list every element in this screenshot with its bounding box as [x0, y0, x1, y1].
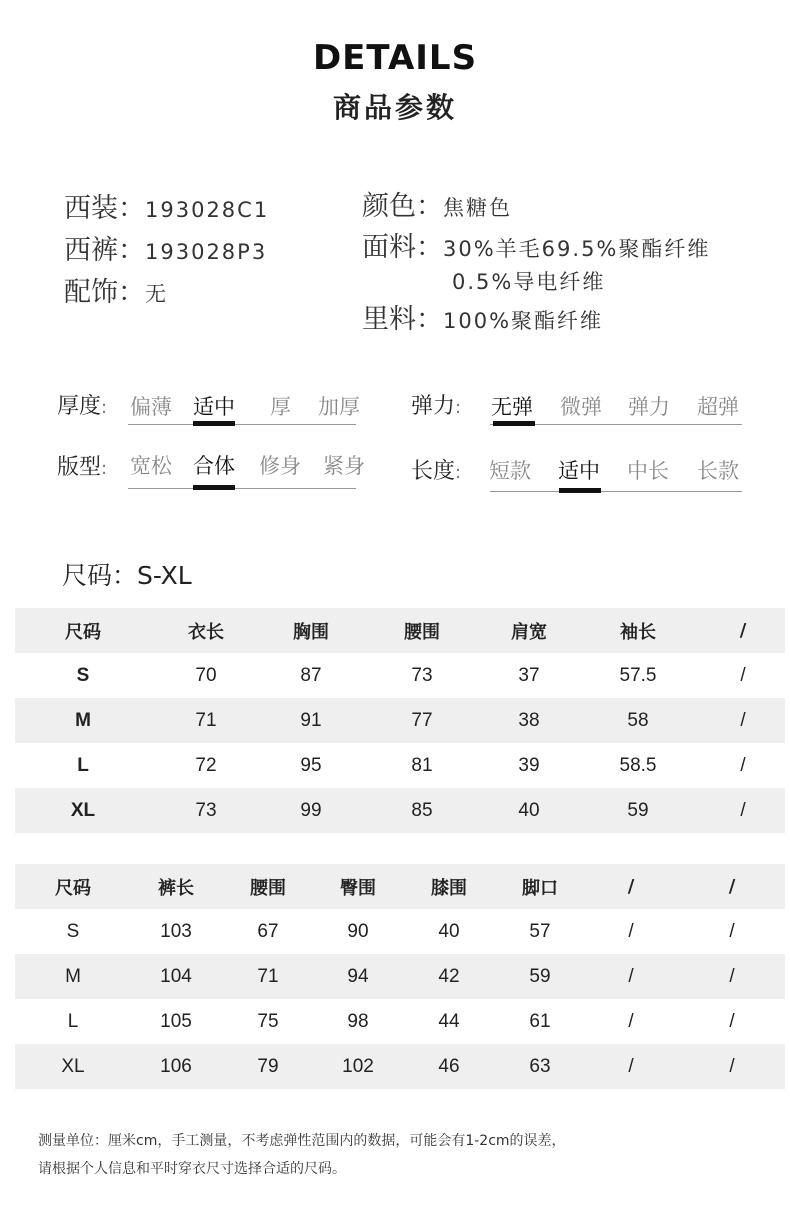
- measurement-note-line2: 请根据个人信息和平时穿衣尺寸选择合适的尺码。: [38, 1161, 346, 1177]
- table-header-row: [15, 864, 785, 909]
- table-cell: 72: [195, 754, 217, 776]
- header-cell: 尺码: [15, 608, 151, 653]
- pants-size-table: [15, 864, 785, 1089]
- table-cell: /: [628, 1010, 634, 1032]
- thickness-option-thin: 偏薄: [130, 395, 172, 419]
- pants-value: 193028P3: [145, 240, 268, 264]
- table-cell: /: [628, 920, 634, 942]
- table-row: [15, 653, 785, 698]
- header-cell: 脚口: [497, 864, 583, 909]
- table-cell: 106: [131, 1044, 221, 1089]
- elasticity-option-slight: 微弹: [560, 395, 602, 419]
- table-cell: /: [583, 1044, 679, 1089]
- thickness-option-extra-thick: 加厚: [318, 395, 360, 419]
- table-header-row: [15, 608, 785, 653]
- fabric-info: [362, 225, 710, 264]
- elasticity-selected-marker: [493, 421, 535, 426]
- table-cell: 63: [497, 1044, 583, 1089]
- length-option-short: 短款: [489, 459, 531, 483]
- fit-track: [128, 488, 356, 489]
- fit-selected-marker: [193, 485, 235, 490]
- table-cell: 59: [575, 788, 701, 833]
- length-option-long: 长款: [697, 459, 739, 483]
- table-cell: /: [701, 788, 785, 833]
- fit-option-loose: 宽松: [130, 454, 172, 478]
- table-row: [15, 698, 785, 743]
- suit-value: 193028C1: [145, 198, 270, 222]
- elasticity-option-super: 超弹: [697, 395, 739, 419]
- thickness-track: [128, 424, 356, 425]
- header-cell: 胸围: [261, 608, 361, 653]
- table-row: [15, 954, 785, 999]
- table-cell: M: [15, 954, 131, 999]
- header-cell: 腰围: [221, 864, 315, 909]
- header-cell: /: [701, 608, 785, 653]
- header-cell: 衣长: [151, 608, 261, 653]
- fabric-label: 面料：: [362, 232, 443, 263]
- accessory-value: 无: [145, 282, 168, 306]
- length-track: [490, 491, 742, 492]
- length-option-medium: 适中: [558, 459, 600, 483]
- table-cell: 102: [315, 1044, 401, 1089]
- elasticity-option-none: 无弹: [491, 395, 533, 419]
- table-cell: 46: [401, 1044, 497, 1089]
- table-cell: /: [740, 664, 746, 686]
- table-cell: 95: [300, 754, 322, 776]
- table-cell: XL: [15, 1044, 131, 1089]
- table-cell: 104: [131, 954, 221, 999]
- suit-label: 西装：: [64, 193, 145, 224]
- table-cell: /: [701, 698, 785, 743]
- table-cell: 91: [261, 698, 361, 743]
- table-cell: 73: [151, 788, 261, 833]
- color-label: 颜色：: [362, 191, 443, 222]
- thickness-option-medium: 适中: [193, 395, 235, 419]
- header-cell: /: [583, 864, 679, 909]
- fabric-value-line2: 0.5%导电纤维: [452, 270, 606, 294]
- size-range-label: 尺码：S-XL: [62, 561, 192, 590]
- table-cell: 40: [483, 788, 575, 833]
- lining-value: 100%聚酯纤维: [443, 309, 604, 333]
- thickness-selected-marker: [193, 421, 235, 426]
- table-cell: 44: [438, 1010, 460, 1032]
- table-cell: 37: [518, 664, 540, 686]
- table-row: [15, 1044, 785, 1089]
- length-selected-marker: [559, 488, 601, 493]
- header-cell: 肩宽: [483, 608, 575, 653]
- table-cell: 94: [315, 954, 401, 999]
- table-cell: 70: [195, 664, 217, 686]
- fit-option-slim: 修身: [259, 454, 301, 478]
- table-cell: 59: [497, 954, 583, 999]
- table-cell: S: [76, 664, 90, 686]
- header-cell: 腰围: [361, 608, 483, 653]
- header-cell: 裤长: [131, 864, 221, 909]
- fit-option-tight: 紧身: [323, 454, 365, 478]
- table-cell: 98: [347, 1010, 369, 1032]
- color-info: [362, 184, 512, 223]
- thickness-option-thick: 厚: [270, 395, 291, 419]
- jacket-size-table: [15, 608, 785, 833]
- table-row: [15, 788, 785, 833]
- fabric-value-line1: 30%羊毛69.5%聚酯纤维: [443, 237, 711, 261]
- suit-info: [64, 186, 269, 225]
- table-cell: 39: [518, 754, 540, 776]
- table-cell: 81: [411, 754, 433, 776]
- table-cell: 57.5: [619, 664, 657, 686]
- table-row: [15, 909, 785, 954]
- table-cell: 73: [411, 664, 433, 686]
- header-cell: 臀围: [315, 864, 401, 909]
- table-cell: S: [66, 920, 80, 942]
- length-option-mid-long: 中长: [627, 459, 669, 483]
- thickness-label: 厚度:: [57, 394, 108, 419]
- color-value: 焦糖色: [443, 196, 512, 220]
- page-title-cn: 商品参数: [332, 91, 457, 124]
- table-cell: 67: [257, 920, 279, 942]
- measurement-note-line1: 测量单位：厘米cm，手工测量，不考虑弹性范围内的数据，可能会有1-2cm的误差，: [38, 1133, 566, 1149]
- table-cell: 87: [300, 664, 322, 686]
- table-cell: XL: [15, 788, 151, 833]
- table-cell: 105: [160, 1010, 192, 1032]
- header-cell: 尺码: [15, 864, 131, 909]
- table-cell: 85: [361, 788, 483, 833]
- table-cell: 71: [221, 954, 315, 999]
- table-cell: /: [679, 1044, 785, 1089]
- table-row: [15, 743, 785, 788]
- table-cell: 77: [361, 698, 483, 743]
- accessory-label: 配饰：: [64, 277, 145, 308]
- table-row: [15, 999, 785, 1044]
- lining-info: [362, 297, 603, 336]
- table-cell: 103: [160, 920, 192, 942]
- table-cell: L: [77, 754, 89, 776]
- elasticity-option-elastic: 弹力: [628, 395, 670, 419]
- table-cell: /: [729, 920, 735, 942]
- header-cell: 袖长: [575, 608, 701, 653]
- table-cell: /: [740, 754, 746, 776]
- table-cell: 75: [257, 1010, 279, 1032]
- table-cell: L: [67, 1010, 79, 1032]
- length-label: 长度:: [411, 459, 462, 484]
- table-cell: 61: [529, 1010, 551, 1032]
- pants-info: [64, 228, 267, 267]
- table-cell: 57: [529, 920, 551, 942]
- table-cell: 58.5: [619, 754, 657, 776]
- table-cell: 38: [483, 698, 575, 743]
- accessory-info: [64, 270, 168, 309]
- fit-option-regular: 合体: [193, 454, 235, 478]
- header-cell: /: [679, 864, 785, 909]
- table-cell: M: [15, 698, 151, 743]
- table-cell: /: [729, 1010, 735, 1032]
- table-cell: 58: [575, 698, 701, 743]
- page-title-en: DETAILS: [312, 38, 478, 78]
- header-cell: 膝围: [401, 864, 497, 909]
- fit-label: 版型:: [57, 455, 108, 480]
- lining-label: 里料：: [362, 304, 443, 335]
- table-cell: 42: [401, 954, 497, 999]
- table-cell: 71: [151, 698, 261, 743]
- table-cell: 99: [261, 788, 361, 833]
- table-cell: 79: [221, 1044, 315, 1089]
- elasticity-label: 弹力:: [411, 394, 462, 419]
- table-cell: 40: [438, 920, 460, 942]
- table-cell: 90: [347, 920, 369, 942]
- pants-label: 西裤：: [64, 235, 145, 266]
- table-cell: /: [679, 954, 785, 999]
- table-cell: /: [583, 954, 679, 999]
